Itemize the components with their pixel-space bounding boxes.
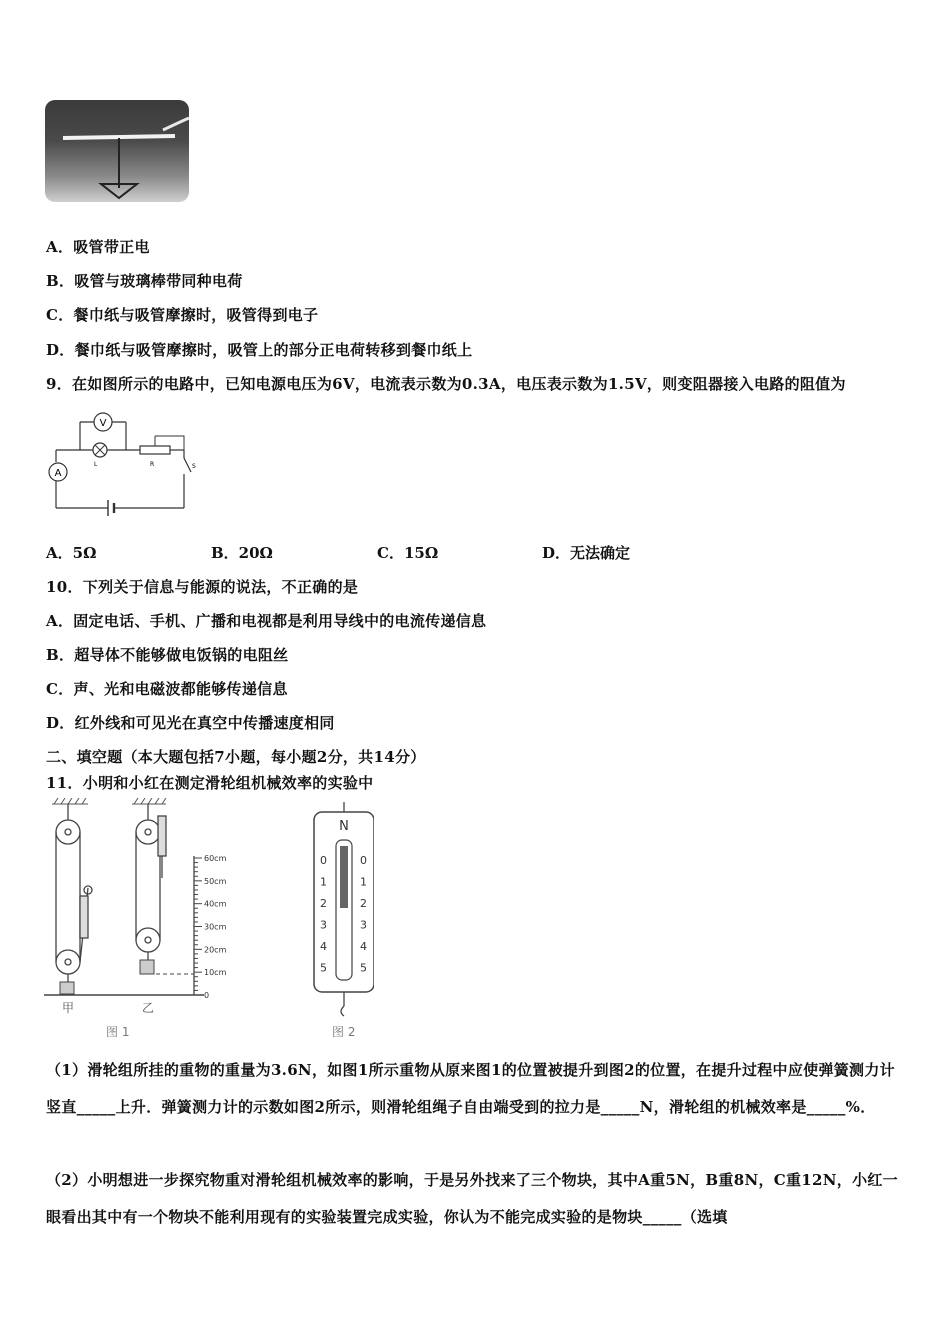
- svg-text:R: R: [150, 461, 155, 468]
- q10-option-d: D．红外线和可见光在真空中传播速度相同: [46, 714, 335, 732]
- q11-figures: [44, 798, 374, 1046]
- ruler-label: 40cm: [204, 899, 227, 909]
- svg-text:L: L: [94, 461, 98, 468]
- q8-option-b: B．吸管与玻璃棒带同种电荷: [46, 272, 243, 290]
- ruler-label: 30cm: [204, 922, 227, 932]
- label-jia: 甲: [62, 1001, 75, 1015]
- q10-option-a: A．固定电话、手机、广播和电视都是利用导线中的电流传递信息: [46, 612, 487, 630]
- voltmeter-label: V: [99, 418, 107, 429]
- section2-title: 二、填空题（本大题包括7小题，每小题2分，共14分）: [46, 748, 426, 766]
- q8-option-c: C．餐巾纸与吸管摩擦时，吸管得到电子: [46, 306, 319, 324]
- scale-unit: N: [339, 819, 349, 834]
- scale-number: 5: [360, 961, 367, 975]
- figure2-caption: 图 2: [332, 1025, 356, 1039]
- q10-option-c: C．声、光和电磁波都能够传递信息: [46, 680, 288, 698]
- scale-number: 5: [320, 961, 327, 975]
- q9-option-c: C．15Ω: [377, 544, 439, 562]
- scale-number: 4: [360, 940, 367, 953]
- q11-part2: （2）小明想进一步探究物重对滑轮组机械效率的影响，于是另外找来了三个物块，其中A重5N，B重8N，C重12N，小红一眼看出其中有一个物块不能利用现有的实验装置完成实验，你认为不能完成实验的是物块_____（选填: [46, 1171, 898, 1226]
- label-yi: 乙: [142, 1001, 155, 1015]
- scale-number: 0: [360, 854, 367, 867]
- scale-number: 0: [320, 854, 327, 867]
- ruler-label: 50cm: [204, 876, 227, 886]
- q10-stem: 10．下列关于信息与能源的说法，不正确的是: [46, 578, 359, 596]
- ammeter-label: A: [54, 468, 62, 479]
- scale-number: 2: [320, 897, 327, 910]
- q11-stem: 11．小明和小红在测定滑轮组机械效率的实验中: [46, 774, 374, 792]
- scale-number: 1: [320, 875, 327, 889]
- ruler-label: 0: [204, 991, 210, 1000]
- scale-number: 1: [360, 875, 367, 889]
- scale-number: 3: [320, 918, 327, 932]
- svg-text:S: S: [192, 463, 196, 470]
- scale-number: 3: [360, 918, 367, 932]
- figure1-caption: 图 1: [106, 1025, 130, 1039]
- q9-option-d: D．无法确定: [542, 544, 631, 562]
- q9-option-a: A．5Ω: [46, 544, 97, 562]
- q9-option-b: B．20Ω: [211, 544, 273, 562]
- q9-stem: 9．在如图所示的电路中，已知电源电压为6V，电流表示数为0.3A，电压表示数为1.5V，则变阻器接入电路的阻值为: [46, 375, 846, 393]
- q11-part1: （1）滑轮组所挂的重物的重量为3.6N，如图1所示重物从原来图1的位置被提升到图2的位置，在提升过程中应使弹簧测力计竖直_____上升．弹簧测力计的示数如图2所示，则滑轮组绳子自由端受到的拉力是_____N，滑轮组的机械效率是_____%．: [46, 1061, 895, 1116]
- scale-number: 4: [320, 940, 327, 953]
- ruler-label: 10cm: [204, 968, 227, 978]
- q8-option-d: D．餐巾纸与吸管摩擦时，吸管上的部分正电荷转移到餐巾纸上: [46, 341, 473, 359]
- ruler-label: 60cm: [204, 854, 227, 863]
- q8-option-a: A．吸管带正电: [46, 238, 150, 256]
- q9-circuit-diagram: [44, 404, 204, 520]
- ruler-label: 20cm: [204, 945, 227, 955]
- q10-option-b: B．超导体不能够做电饭锅的电阻丝: [46, 646, 289, 664]
- scale-number: 2: [360, 897, 367, 910]
- straw-experiment-photo: [45, 100, 189, 202]
